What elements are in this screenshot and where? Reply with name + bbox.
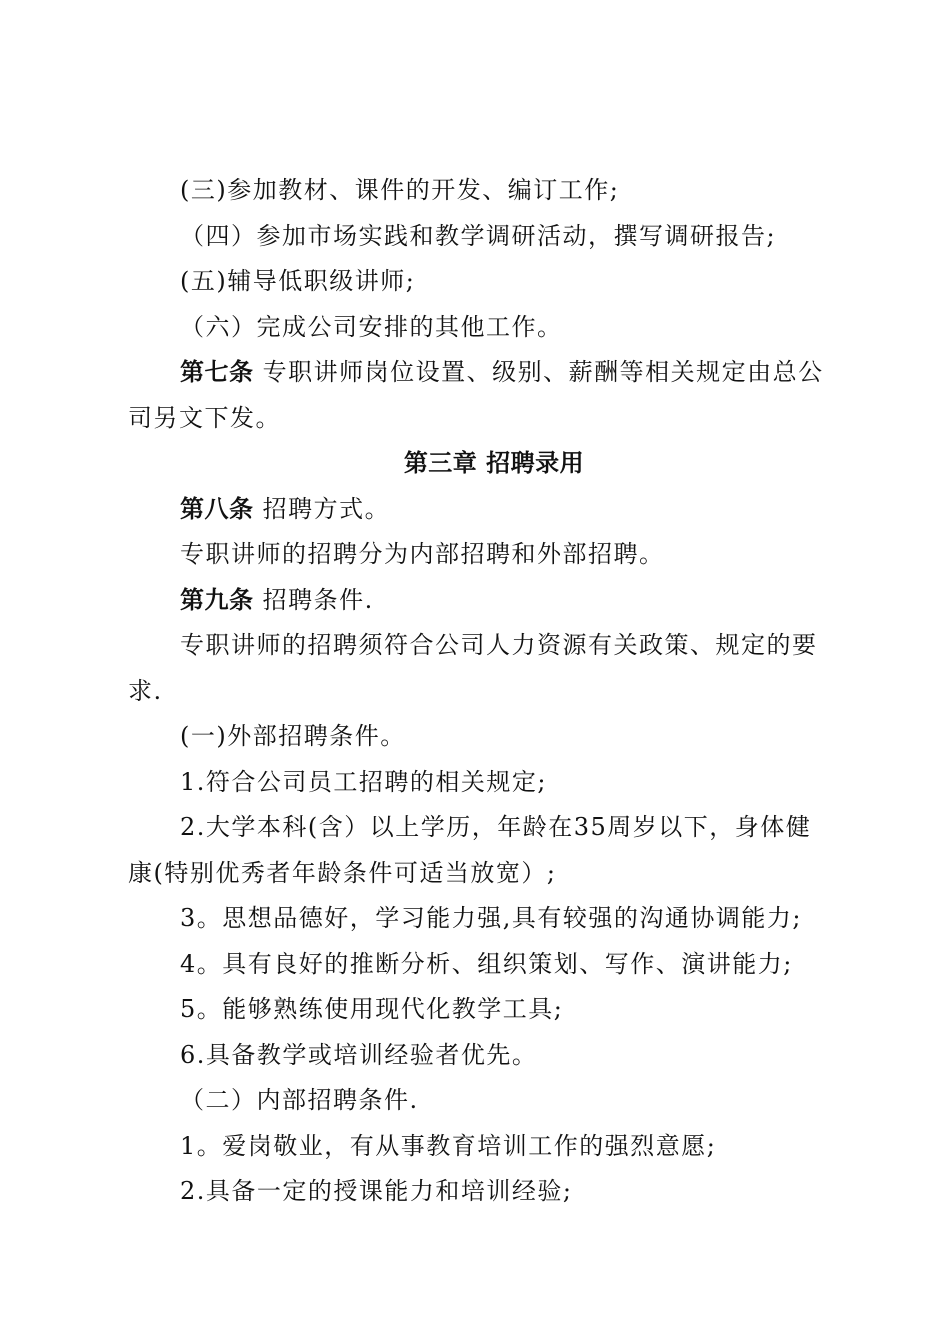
duty-item-4: （四）参加市场实践和教学调研活动，撰写调研报告; — [180, 221, 777, 250]
external-recruitment-heading: (一)外部招聘条件。 — [180, 722, 406, 750]
article-7-line-2: 司另文下发。 — [128, 403, 281, 432]
article-7-heading: 第七条 — [180, 358, 254, 386]
internal-item-2: 2.具备一定的授课能力和培训经验; — [180, 1177, 573, 1205]
duty-item-3: (三)参加教材、课件的开发、编订工作; — [180, 176, 620, 204]
article-7-text: 专职讲师岗位设置、级别、薪酬等相关规定由总公 — [253, 358, 824, 386]
external-item-5: 5。能够熟练使用现代化教学工具; — [180, 995, 564, 1023]
external-item-6: 6.具备教学或培训经验者优先。 — [180, 1040, 538, 1069]
article-7-line-1 — [128, 350, 832, 396]
external-item-2-line-2: 康(特别优秀者年龄条件可适当放宽）; — [128, 858, 557, 887]
external-item-3: 3。思想品德好，学习能力强,具有较强的沟通协调能力; — [180, 904, 802, 932]
document-body — [128, 168, 832, 1215]
article-9-line — [128, 578, 832, 624]
external-item-1: 1.符合公司员工招聘的相关规定; — [180, 767, 547, 796]
duty-item-6: （六）完成公司安排的其他工作。 — [180, 312, 563, 341]
external-item-4: 4。具有良好的推断分析、组织策划、写作、演讲能力; — [180, 949, 793, 978]
article-8-body: 专职讲师的招聘分为内部招聘和外部招聘。 — [180, 540, 665, 568]
external-item-2-line-1: 2.大学本科(含）以上学历，年龄在35周岁以下，身体健 — [180, 813, 812, 841]
internal-item-1: 1。爱岗敬业，有从事教育培训工作的强烈意愿; — [180, 1131, 717, 1160]
internal-recruitment-heading: （二）内部招聘条件. — [180, 1086, 419, 1114]
article-9-body-line-2: 求. — [128, 676, 163, 705]
article-9-body-line-1: 专职讲师的招聘须符合公司人力资源有关政策、规定的要 — [180, 631, 818, 659]
article-8-line — [128, 487, 832, 533]
article-8-heading: 第八条 — [180, 494, 254, 523]
article-9-heading: 第九条 — [180, 585, 254, 614]
chapter-3-title: 第三章 招聘录用 — [403, 449, 585, 477]
article-8-text: 招聘方式。 — [253, 494, 391, 523]
duty-item-5: (五)辅导低职级讲师; — [180, 267, 416, 295]
article-9-text: 招聘条件. — [253, 585, 374, 614]
